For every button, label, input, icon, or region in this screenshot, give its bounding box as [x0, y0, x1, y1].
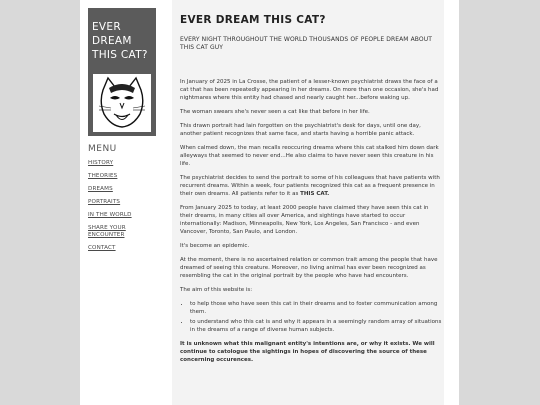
paragraph: This drawn portrait had lain forgotten on the psychiatrist's desk for days, until one day, another patient recognizes that same face, and starts having a horrible panic attack.: [180, 123, 421, 137]
this-cat-emphasis: THIS CAT.: [300, 191, 330, 197]
page-title: EVER DREAM THIS CAT?: [180, 14, 326, 26]
paragraph: In January of 2025 in La Crosse, the patient of a lesser-known psychiatrist draws the face of a cat that has been repeatedly appearing in her dreams. On more than one occasion, she's had nightmares where this entity had chased and nearly caught her...before waking up.: [180, 79, 439, 101]
menu-item-share-your-encounter[interactable]: SHARE YOUR ENCOUNTER: [88, 225, 126, 238]
menu-item-history[interactable]: HISTORY: [88, 160, 114, 166]
page: [80, 0, 459, 405]
list-item: • to understand who this cat is and why it appears in a seemingly random array of situations in the dreams of a range of diverse human subjects.: [190, 318, 442, 334]
page-subtitle: EVERY NIGHT THROUGHOUT THE WORLD THOUSANDS OF PEOPLE DREAM ABOUT THIS CAT GUY: [180, 36, 432, 51]
cat-portrait-image: [93, 74, 151, 132]
menu-item-theories[interactable]: THEORIES: [88, 173, 118, 179]
paragraph: From January 2025 to today, at least 2000 people have claimed they have seen this cat in their dreams, in many cities all over America, and sightings have started to occur internationally: Madison, Minneapolis, New York, Los Angeles, San Francisco - and even Vancover, Toronto, San Paulo, and London.: [180, 205, 429, 235]
paragraph: It's become an epidemic.: [180, 243, 250, 249]
paragraph: When calmed down, the man recalls reoccuring dreams where this cat stalked him down dark alleyways that seemed to never end...He also claims to have never seen this creature in his life.: [180, 145, 439, 167]
article-body: [180, 78, 442, 370]
logo-line: THIS CAT?: [92, 49, 148, 61]
menu-item-in-the-world[interactable]: IN THE WORLD: [88, 212, 132, 218]
menu-item-contact[interactable]: CONTACT: [88, 245, 116, 251]
paragraph: [180, 174, 442, 198]
menu-item-portraits[interactable]: PORTRAITS: [88, 199, 121, 205]
list-item: • to help those who have seen this cat in their dreams and to foster communication among them.: [190, 300, 442, 316]
menu-item-dreams[interactable]: DREAMS: [88, 186, 113, 192]
logo-line: DREAM: [92, 35, 132, 47]
sidebar: [80, 0, 167, 405]
logo-text: [92, 20, 154, 62]
main-content: [172, 0, 444, 405]
site-logo[interactable]: [88, 8, 156, 136]
paragraph: At the moment, there is no ascertained relation or common trait among the people that have dreamed of seeing this creature. Moreover, no living animal has ever been recognized as resembling the cat in the original portrait by the people who have had encounters.: [180, 257, 438, 279]
logo-line: EVER: [92, 21, 121, 33]
menu-title: MENU: [88, 144, 117, 154]
aims-list: [180, 300, 442, 334]
paragraph: The aim of this website is:: [180, 287, 253, 293]
paragraph-text: The psychiatrist decides to send the portrait to some of his colleagues that have patients with recurrent dreams. Within a week, four patients recognized this cat as a frequent presence in their own dreams. All patients refer to it as: [180, 175, 440, 197]
paragraph: The woman swears she's never seen a cat like that before in her life.: [180, 109, 370, 115]
closing-statement: It is unknown what this malignant entity's intentions are, or why it exists. We will continue to catologue the sightings in hopes of discovering the source of these concerning occurences.: [180, 341, 435, 363]
main-menu: [88, 160, 162, 258]
